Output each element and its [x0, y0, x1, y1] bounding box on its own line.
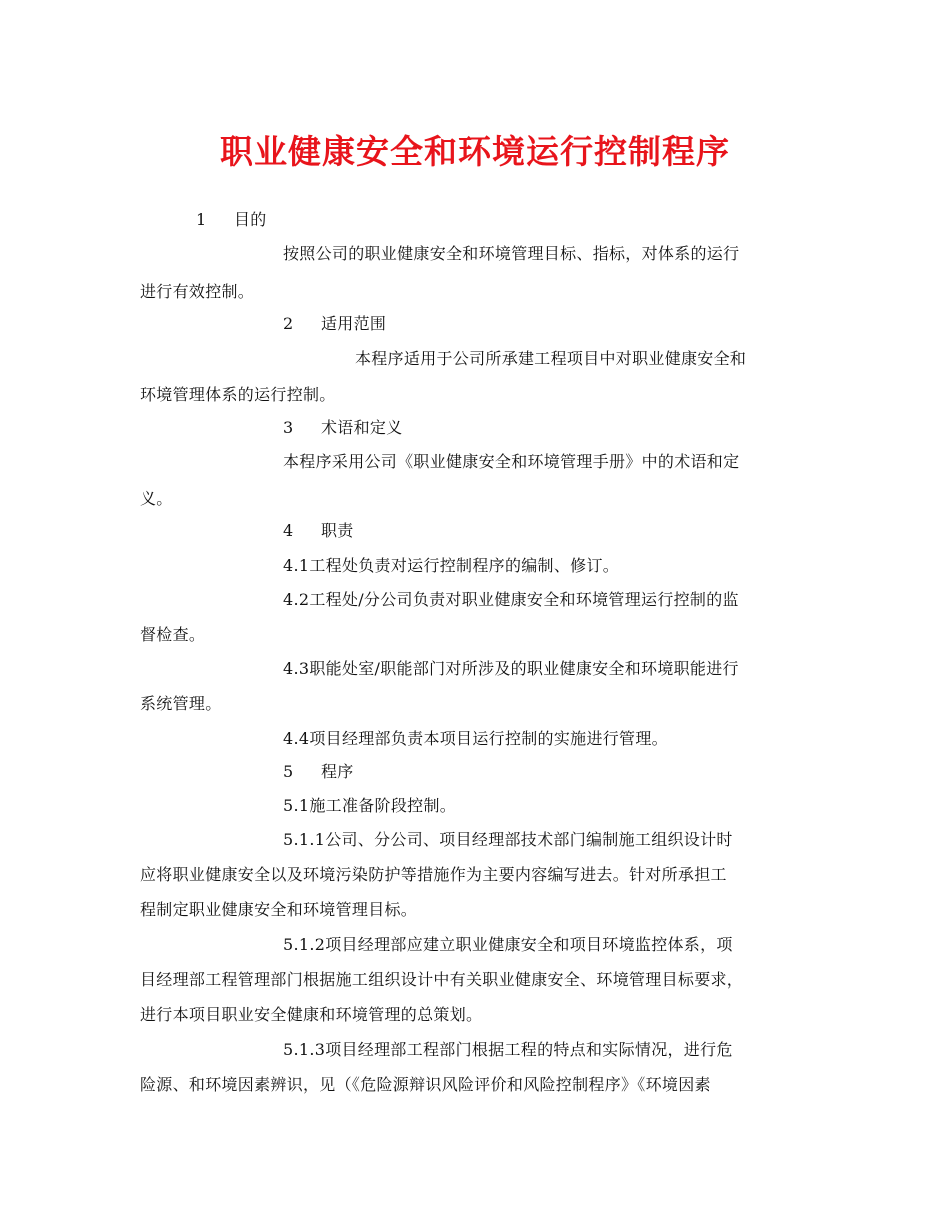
- paragraph-line: 进行有效控制。: [140, 282, 255, 301]
- paragraph-line: 5.1.3项目经理部工程部门根据工程的特点和实际情况，进行危: [283, 1040, 733, 1059]
- paragraph-line: 5.1施工准备阶段控制。: [283, 796, 457, 815]
- paragraph-line: 本程序采用公司《职业健康安全和环境管理手册》中的术语和定: [283, 452, 740, 471]
- section-heading-2: [283, 314, 386, 334]
- paragraph-line: 按照公司的职业健康安全和环境管理目标、指标，对体系的运行: [283, 244, 740, 263]
- section-heading-1: [196, 210, 267, 230]
- section-number: 5: [283, 762, 294, 781]
- document-title: 职业健康安全和环境运行控制程序: [220, 132, 730, 171]
- section-number: 2: [283, 314, 294, 333]
- paragraph-line: 义。: [140, 489, 173, 508]
- paragraph-line: 4.3职能处室/职能部门对所涉及的职业健康安全和环境职能进行: [283, 659, 739, 678]
- section-number: 1: [196, 210, 207, 229]
- paragraph-line: 目经理部工程管理部门根据施工组织设计中有关职业健康安全、环境管理目标要求，: [140, 970, 744, 989]
- paragraph-line: 4.2工程处/分公司负责对职业健康安全和环境管理运行控制的监: [283, 590, 739, 609]
- section-heading-3: [283, 418, 403, 438]
- paragraph-line: 应将职业健康安全以及环境污染防护等措施作为主要内容编写进去。针对所承担工: [140, 865, 727, 884]
- section-title: 术语和定义: [321, 418, 403, 437]
- section-title: 适用范围: [321, 314, 387, 333]
- paragraph-line: 4.1工程处负责对运行控制程序的编制、修订。: [283, 556, 620, 575]
- paragraph-line: 4.4项目经理部负责本项目运行控制的实施进行管理。: [283, 729, 668, 748]
- paragraph-line: 督检查。: [140, 625, 206, 644]
- paragraph-line: 险源、和环境因素辨识，见（《危险源辩识风险评价和风险控制程序》《环境因素: [140, 1075, 711, 1094]
- paragraph-line: 本程序适用于公司所承建工程项目中对职业健康安全和: [355, 349, 747, 368]
- paragraph-line: 系统管理。: [140, 694, 222, 713]
- paragraph-line: 程制定职业健康安全和环境管理目标。: [140, 900, 418, 919]
- section-number: 3: [283, 418, 294, 437]
- paragraph-line: 5.1.1公司、分公司、项目经理部技术部门编制施工组织设计时: [283, 830, 733, 849]
- section-title: 目的: [234, 210, 267, 229]
- section-heading-4: [283, 521, 354, 541]
- section-number: 4: [283, 521, 294, 540]
- paragraph-line: 5.1.2项目经理部应建立职业健康安全和项目环境监控体系，项: [283, 935, 733, 954]
- section-title: 职责: [321, 521, 354, 540]
- paragraph-line: 环境管理体系的运行控制。: [140, 385, 336, 404]
- section-title: 程序: [321, 762, 354, 781]
- section-heading-5: [283, 762, 354, 782]
- paragraph-line: 进行本项目职业安全健康和环境管理的总策划。: [140, 1005, 483, 1024]
